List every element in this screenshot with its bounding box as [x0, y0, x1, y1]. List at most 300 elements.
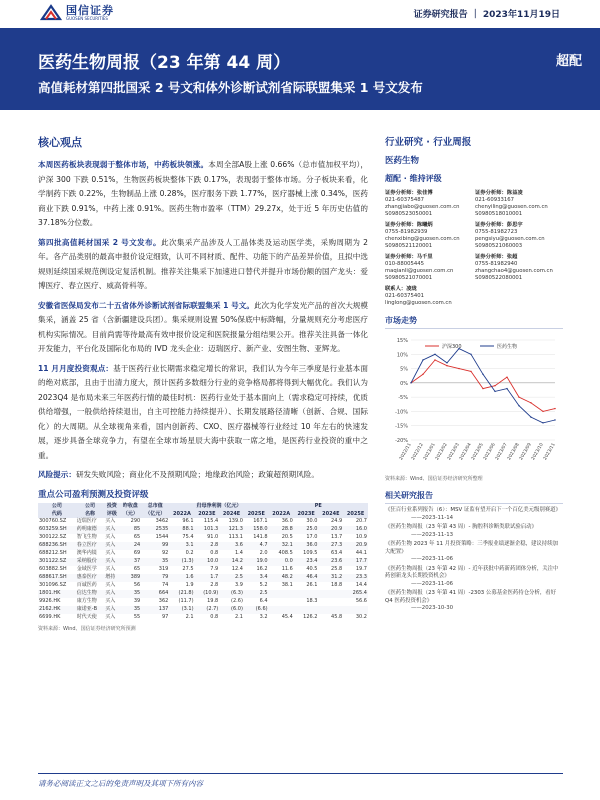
- table-cell: 买入: [104, 582, 119, 590]
- table-cell: 113.1: [219, 534, 244, 542]
- table-cell: 167.1: [244, 518, 269, 526]
- table-cell: [319, 590, 344, 598]
- y-tick-label: -10%: [395, 409, 408, 416]
- analyst-card: [475, 254, 563, 282]
- paragraph-lead: 本周医药板块表现弱于整体市场，中药板块领涨。: [38, 160, 209, 169]
- table-cell: [343, 606, 368, 614]
- related-report-date: ——2023-11-06: [411, 580, 454, 587]
- table-cell: 春立医疗: [76, 542, 104, 550]
- paragraph-market: [38, 158, 368, 231]
- table-cell: 买入: [104, 526, 119, 534]
- table-cell: 126.2: [294, 614, 319, 622]
- table-cell: 2535: [141, 526, 169, 534]
- table-cell: 信达生物: [76, 590, 104, 598]
- paragraph-body: 研发失败风险；商业化不及预期风险；地缘政治风险；政策超预期风险。: [75, 470, 319, 479]
- table-cell: (11.7): [169, 598, 194, 606]
- table-cell: (1.3): [169, 558, 194, 566]
- table-cell: 16.0: [343, 526, 368, 534]
- table-cell: 40.5: [294, 566, 319, 574]
- related-report-item[interactable]: [385, 524, 563, 539]
- analyst-card: [385, 254, 475, 282]
- table-header: 名称: [76, 510, 104, 518]
- paragraph-lead: 11 月月度投资观点：: [38, 363, 114, 373]
- table-cell: 0.0: [269, 558, 294, 566]
- series-line-1: [411, 349, 555, 423]
- table-cell: 18.3: [294, 598, 319, 606]
- table-cell: 48.2: [269, 574, 294, 582]
- y-tick-label: 15%: [396, 338, 408, 344]
- chart-source-note: 资料来源：Wind、国信证券经济研究所整理: [385, 476, 483, 482]
- analyst-email[interactable]: chenxibing@guosen.com.cn: [385, 236, 460, 242]
- table-cell: 4.7: [244, 542, 269, 550]
- table-cell: (6.6): [244, 606, 269, 614]
- table-row: [38, 614, 368, 622]
- table-cell: 301096.SZ: [38, 582, 76, 590]
- table-cell: 408.5: [269, 550, 294, 558]
- data-point: [446, 362, 447, 363]
- data-point: [470, 354, 471, 355]
- analyst-email[interactable]: linglong@guosen.com.cn: [385, 300, 452, 306]
- x-tick-label: 2023/10: [531, 442, 545, 462]
- table-cell: 91.0: [195, 534, 220, 542]
- table-row: [38, 526, 368, 534]
- table-cell: 金域医学: [76, 566, 104, 574]
- table-cell: 96.1: [169, 518, 194, 526]
- related-report-title: 《医药生物周报（23 年第 42 周）- 近年获批中药新药团体分析，关注中药创新龙头长期投资机会》: [385, 565, 559, 579]
- table-cell: 2.8: [195, 542, 220, 550]
- table-cell: 688617.SH: [38, 574, 76, 582]
- table-row: [38, 582, 368, 590]
- table-cell: 17.0: [294, 534, 319, 542]
- table-cell: 603259.SH: [38, 526, 76, 534]
- table-cell: 65: [120, 566, 142, 574]
- related-report-title: 《医药生物周报（23 年第 41 周）-2303 公募基金医药持仓分析，看好 Q4 医药投资机会》: [385, 590, 557, 604]
- table-header: 投资: [104, 503, 119, 511]
- table-cell: 20.5: [269, 534, 294, 542]
- table-cell: 25.8: [319, 566, 344, 574]
- table-cell: 智飞生物: [76, 534, 104, 542]
- analyst-role: 证券分析师：陈益凌: [475, 190, 523, 196]
- table-cell: 10.9: [343, 534, 368, 542]
- legend-label: 医药生物: [497, 344, 518, 350]
- data-point: [482, 374, 483, 375]
- x-tick-label: 2023/11: [543, 442, 557, 462]
- related-report-title: 《狂百行业系列报告（6）：MSV 证监有望开启下一个百亿美元级别赛道》: [385, 507, 561, 513]
- table-cell: 79: [141, 574, 169, 582]
- table-cell: 时代天使: [76, 614, 104, 622]
- related-report-title: 《医药生物周报（23 年第 43 周）- 胸腔科诊断类联试验启动》: [385, 524, 537, 530]
- table-cell: 3.9: [219, 582, 244, 590]
- related-reports-title: 相关研究报告: [385, 490, 563, 504]
- table-cell: 65: [120, 534, 142, 542]
- table-cell: 19.8: [195, 598, 220, 606]
- table-cell: (21.8): [169, 590, 194, 598]
- table-cell: 买入: [104, 542, 119, 550]
- table-row: [38, 590, 368, 598]
- analyst-phone: 0755-81982939: [385, 229, 428, 235]
- industry-label: 行业研究 · 行业周报: [385, 137, 472, 148]
- table-cell: 14.4: [343, 582, 368, 590]
- data-point: [422, 374, 423, 375]
- table-cell: 买入: [104, 534, 119, 542]
- analyst-email[interactable]: zhangjiabo@guosen.com.cn: [385, 204, 460, 210]
- table-cell: 惠泰医疗: [76, 574, 104, 582]
- analyst-list: [385, 190, 563, 307]
- paragraph-risk: [38, 468, 368, 483]
- table-cell: 23.6: [319, 558, 344, 566]
- table-cell: 300122.SZ: [38, 534, 76, 542]
- table-cell: 采纳股份: [76, 558, 104, 566]
- table-row: [38, 558, 368, 566]
- paragraph-body: 此次集采产品涉及人工晶体类及运动医学类，采购周期为 2 年。各产品类别的最高申报价设定细致，认可不同材质、配件、功能下的产品差异价值，且拟中选规则延续国采规范例设定复活机制。推荐关注集采下加速进口替代并提升市场份额的国产龙头：爱博医疗、春立医疗、威高骨科等。: [38, 237, 368, 290]
- data-point: [482, 388, 483, 389]
- table-cell: 121.3: [219, 526, 244, 534]
- x-tick-label: 2023/07: [495, 442, 509, 462]
- x-tick-label: 2023/04: [459, 442, 473, 462]
- table-cell: 36.0: [269, 518, 294, 526]
- table-cell: 6699.HK: [38, 614, 76, 622]
- table-cell: 45.8: [319, 614, 344, 622]
- table-cell: 101.3: [195, 526, 220, 534]
- x-tick-label: 2023/01: [423, 442, 437, 462]
- analyst-license: S0980518010001: [475, 211, 523, 217]
- table-cell: 99: [141, 542, 169, 550]
- data-point: [518, 396, 519, 397]
- analyst-phone: 021-60375401: [385, 293, 424, 299]
- main-column: [38, 134, 368, 632]
- table-cell: 20.7: [343, 518, 368, 526]
- related-report-date: ——2023-10-30: [411, 605, 454, 611]
- table-cell: 药明康德: [76, 526, 104, 534]
- sidebar: [385, 134, 563, 615]
- table-cell: 9926.HK: [38, 598, 76, 606]
- table-cell: 92: [141, 550, 169, 558]
- table-cell: 290: [120, 518, 142, 526]
- table-cell: 319: [141, 566, 169, 574]
- table-cell: [319, 606, 344, 614]
- table-cell: 增持: [104, 574, 119, 582]
- data-point: [506, 388, 507, 389]
- table-cell: 30.0: [294, 518, 319, 526]
- table-cell: 139.0: [219, 518, 244, 526]
- table-cell: 2.5: [219, 574, 244, 582]
- table-cell: 63.4: [319, 550, 344, 558]
- x-tick-label: 2023/06: [483, 442, 497, 462]
- table-cell: 3.2: [244, 614, 269, 622]
- table-cell: 澳华内镜: [76, 550, 104, 558]
- table-cell: 664: [141, 590, 169, 598]
- logo-name-cn: 国信证券: [66, 4, 114, 17]
- table-cell: 2162.HK: [38, 606, 76, 614]
- table-cell: 44.1: [343, 550, 368, 558]
- table-cell: 88.1: [169, 526, 194, 534]
- table-cell: 25.0: [294, 526, 319, 534]
- analyst-role: 证券分析师：张佳博: [385, 190, 433, 196]
- analyst-license: S0980521120001: [385, 243, 433, 249]
- y-tick-label: 10%: [396, 352, 408, 359]
- x-tick-label: 2023/05: [471, 442, 485, 462]
- table-header: 公司: [76, 503, 104, 511]
- table-cell: [269, 598, 294, 606]
- report-header: [0, 0, 600, 28]
- table-cell: [294, 606, 319, 614]
- paragraph-ivd: [38, 299, 368, 357]
- paragraph-lead: 安徽省医保局发布二十五省体外诊断试剂省际联盟集采 1 号文。: [38, 300, 254, 310]
- table-cell: 46.4: [294, 574, 319, 582]
- table-row: [38, 534, 368, 542]
- market-trend-title: 市场走势: [385, 315, 563, 329]
- table-cell: 31.2: [319, 574, 344, 582]
- analyst-phone: 0755-81982940: [475, 261, 518, 267]
- related-report-date: ——2023-11-06: [411, 556, 454, 562]
- title-banner: [0, 28, 600, 110]
- table-cell: 0.8: [195, 550, 220, 558]
- related-report-item[interactable]: [385, 541, 563, 564]
- table-cell: 265.4: [343, 590, 368, 598]
- table-cell: 1801.HK: [38, 590, 76, 598]
- x-tick-label: 2022/11: [399, 442, 413, 462]
- table-cell: 18.8: [319, 582, 344, 590]
- analyst-phone: 021-60375487: [385, 197, 424, 203]
- table-cell: 362: [141, 598, 169, 606]
- paragraph-body: 本周全部A股上涨 0.66%（总市值加权平均），沪深 300 下跌 0.51%，生物医药板块整体下跌 0.17%，表现弱于整体市场。分子板块来看，化学制药下跌 0.22%，生物制品上涨 0.28%，医疗服务下跌 1.77%，医疗器械上涨 0.34%，医药商业下跌 0.91%，中药上涨 0.91%。医药生物市盈率（TTM）29.27x，处于近 5 年历史估值的 37.18%分位数。: [38, 160, 368, 227]
- table-cell: 买入: [104, 550, 119, 558]
- table-cell: 10.0: [195, 558, 220, 566]
- table-cell: 97: [141, 614, 169, 622]
- table-cell: 2.5: [244, 590, 269, 598]
- table-cell: 27.3: [319, 542, 344, 550]
- table-cell: 3.6: [219, 542, 244, 550]
- data-point: [554, 408, 555, 409]
- analyst-email[interactable]: zhangchao4@guosen.com.cn: [475, 268, 553, 274]
- table-cell: 1.7: [195, 574, 220, 582]
- table-cell: 1.6: [169, 574, 194, 582]
- table-cell: 买入: [104, 558, 119, 566]
- data-point: [422, 359, 423, 360]
- table-cell: 35: [120, 606, 142, 614]
- legend-label: 沪深300: [442, 344, 462, 350]
- market-trend-svg: [385, 332, 563, 472]
- report-meta: 证券研究报告 ｜ 2023年11月19日: [413, 10, 560, 20]
- table-header: 2025E: [343, 510, 368, 518]
- rating-tag: 超配: [555, 54, 582, 69]
- analyst-phone: 021-60933167: [475, 197, 514, 203]
- table-cell: 141.8: [244, 534, 269, 542]
- table-header: 2024E: [319, 510, 344, 518]
- analyst-license: S0980521060003: [475, 243, 523, 249]
- x-tick-label: 2023/02: [435, 442, 449, 462]
- table-cell: 24.9: [319, 518, 344, 526]
- data-point: [554, 419, 555, 420]
- table-cell: 买入: [104, 598, 119, 606]
- disclaimer-footer: 请务必阅读正文之后的免责声明及其项下所有内容: [38, 779, 203, 788]
- paragraph-body: 基于医药行业长期需求稳定增长的常识，我们认为今年三季度是行业基本面的绝对底部，且由于出清力度大，预计医药多数细分行业的竞争格局都将得到大幅优化。我们认为 2023Q4 是布局未来三年医药行情的最佳时机：医药行业处于基本面向上（需求稳定可持续，优质供给增强，一般供给持续退出，自主可控能力持续提升）、长期发展路径清晰（创新、合规、国际化）的大周期。从全球视角来看，国内创新药、CXO、医疗器械等行业经过 10 年左右的快速发展，逐步具备全球竞争力，有望在全球市场星辰大海中获取一席之地，是医药行业投资的重中之重。: [38, 363, 368, 460]
- paragraph-body: 此次为化学发光产品的首次大规模集采，涵盖 25 省（含新疆建设兵团）。集采规则设置 50%保底中标降幅，分量规则充分考虑医疗机构实际情况。目前尚需等待最高有效申报价设定和医院报量分组结果公开。推荐关注具备一体化开发能力，平台化及国际化布局的 IVD 龙头企业：迈瑞医疗、新产业、安图生物、亚辉龙。: [38, 300, 368, 353]
- analyst-license: S0980523050001: [385, 211, 433, 217]
- table-cell: 康方生物: [76, 598, 104, 606]
- table-cell: 3.4: [244, 574, 269, 582]
- table-cell: 23.3: [343, 574, 368, 582]
- table-cell: 56.6: [343, 598, 368, 606]
- forecast-table-title: 重点公司盈利预测及投资评级: [38, 489, 149, 500]
- table-cell: 12.4: [219, 566, 244, 574]
- table-cell: 75.4: [169, 534, 194, 542]
- table-cell: 45.4: [269, 614, 294, 622]
- table-cell: 39: [120, 598, 142, 606]
- table-cell: 2.8: [195, 582, 220, 590]
- analyst-role: 证券分析师：彭思宇: [475, 222, 523, 228]
- table-cell: 55: [120, 614, 142, 622]
- y-tick-label: -15%: [395, 423, 408, 430]
- x-tick-label: 2023/09: [519, 442, 533, 462]
- related-report-item[interactable]: [385, 507, 563, 522]
- table-header: PE: [269, 503, 368, 511]
- table-row: [38, 606, 368, 614]
- market-trend-chart: [385, 332, 563, 472]
- table-row: [38, 566, 368, 574]
- table-row: [38, 518, 368, 526]
- table-cell: 603882.SH: [38, 566, 76, 574]
- analyst-role: 证券分析师：陈曦炳: [385, 222, 433, 228]
- guosen-logo-icon: [40, 4, 62, 22]
- table-cell: 7.9: [195, 566, 220, 574]
- table-cell: 14.2: [219, 558, 244, 566]
- analyst-email[interactable]: chenyiling@guosen.com.cn: [475, 204, 548, 210]
- table-cell: 3462: [141, 518, 169, 526]
- table-cell: [294, 590, 319, 598]
- table-row: [38, 598, 368, 606]
- table-cell: 16.2: [244, 566, 269, 574]
- x-tick-label: 2023/08: [507, 442, 521, 462]
- x-tick-label: 2023/03: [447, 442, 461, 462]
- table-cell: 买入: [104, 614, 119, 622]
- related-report-title: 《医药生物 2023 年 11 月投资策略：三季报业绩逐渐企稳，建议持续加大配置》: [385, 541, 558, 555]
- table-cell: 389: [120, 574, 142, 582]
- guosen-logo: [40, 4, 114, 22]
- table-header: 2024E: [219, 510, 244, 518]
- analyst-role: 证券分析师：马千里: [385, 254, 433, 260]
- table-cell: (3.1): [169, 606, 194, 614]
- table-cell: 688212.SH: [38, 550, 76, 558]
- table-cell: 1.9: [169, 582, 194, 590]
- table-source-note: 资料来源：Wind、国信证券经济研究所预测: [38, 625, 136, 632]
- analyst-email[interactable]: pengsiyu@guosen.com.cn: [475, 236, 545, 242]
- table-cell: 2.1: [219, 614, 244, 622]
- data-point: [494, 391, 495, 392]
- data-point: [494, 385, 495, 386]
- table-cell: 85: [120, 526, 142, 534]
- analyst-card: [385, 286, 475, 307]
- table-cell: 买入: [104, 566, 119, 574]
- table-cell: 5.2: [244, 582, 269, 590]
- table-cell: (2.7): [195, 606, 220, 614]
- table-cell: 27.5: [169, 566, 194, 574]
- series-line-0: [411, 360, 555, 411]
- table-cell: 2.0: [244, 550, 269, 558]
- table-cell: 20.9: [343, 542, 368, 550]
- report-subtitle: 高值耗材第四批国采 2 号文和体外诊断试剂省际联盟集采 1 号文发布: [38, 80, 423, 95]
- table-header: 2023E: [195, 510, 220, 518]
- table-cell: 30.2: [343, 614, 368, 622]
- data-point: [410, 382, 411, 383]
- table-cell: (6.0): [219, 606, 244, 614]
- y-tick-label: 0%: [400, 380, 408, 387]
- table-cell: [269, 590, 294, 598]
- analyst-card: [385, 190, 475, 218]
- table-cell: 115.4: [195, 518, 220, 526]
- paragraph-consumables: [38, 236, 368, 294]
- sector-label: 医药生物: [385, 156, 420, 166]
- table-header: （亿元）: [141, 510, 169, 518]
- table-cell: 301122.SZ: [38, 558, 76, 566]
- related-report-item[interactable]: [385, 590, 563, 613]
- table-cell: 0.2: [169, 550, 194, 558]
- related-report-date: ——2023-11-13: [411, 531, 454, 538]
- table-cell: (2.6): [219, 598, 244, 606]
- analyst-phone: 010-88005445: [385, 261, 424, 267]
- analyst-card: [385, 222, 475, 250]
- analyst-role: 证券分析师：张超: [475, 254, 518, 260]
- data-point: [446, 365, 447, 366]
- table-header: 2023E: [294, 510, 319, 518]
- table-cell: 35: [120, 590, 142, 598]
- table-cell: 56: [120, 582, 142, 590]
- table-cell: [269, 606, 294, 614]
- table-header: （元）: [120, 510, 142, 518]
- table-header: 归母净利润（亿元）: [169, 503, 268, 511]
- table-cell: 24: [120, 542, 142, 550]
- table-cell: 17.7: [343, 558, 368, 566]
- table-header: 代码: [38, 510, 76, 518]
- table-cell: 35: [141, 558, 169, 566]
- table-row: [38, 542, 368, 550]
- forecast-table: [38, 503, 368, 622]
- report-title: 医药生物周报（23 年第 44 周）: [38, 53, 291, 73]
- analyst-email[interactable]: maqianli@guosen.com.cn: [385, 268, 454, 274]
- related-reports-list: [385, 507, 563, 613]
- table-header: 2022A: [269, 510, 294, 518]
- table-cell: 26.1: [294, 582, 319, 590]
- sector-rating: 超配 · 维持评级: [385, 174, 442, 183]
- table-header: 总市值: [141, 503, 169, 511]
- table-cell: 28.8: [269, 526, 294, 534]
- table-cell: 买入: [104, 518, 119, 526]
- table-cell: 300760.SZ: [38, 518, 76, 526]
- table-cell: 买入: [104, 606, 119, 614]
- data-point: [542, 411, 543, 412]
- data-point: [434, 354, 435, 355]
- table-cell: 19.0: [244, 558, 269, 566]
- table-cell: 买入: [104, 590, 119, 598]
- table-cell: 1544: [141, 534, 169, 542]
- table-header: 评级: [104, 510, 119, 518]
- related-report-item[interactable]: [385, 566, 563, 589]
- table-cell: 11.6: [269, 566, 294, 574]
- analyst-card: [475, 222, 563, 250]
- related-report-date: ——2023-11-14: [411, 514, 454, 521]
- table-cell: 13.7: [319, 534, 344, 542]
- analyst-phone: 0755-81982723: [475, 229, 518, 235]
- table-cell: 109.5: [294, 550, 319, 558]
- table-row: [38, 550, 368, 558]
- table-cell: 23.4: [294, 558, 319, 566]
- logo-name-en: GUOSEN SECURITIES: [66, 16, 108, 21]
- analyst-card: [475, 190, 563, 218]
- table-cell: 69: [120, 550, 142, 558]
- table-cell: 688236.SH: [38, 542, 76, 550]
- table-cell: 19.7: [343, 566, 368, 574]
- analyst-license: S0980522080001: [475, 275, 523, 281]
